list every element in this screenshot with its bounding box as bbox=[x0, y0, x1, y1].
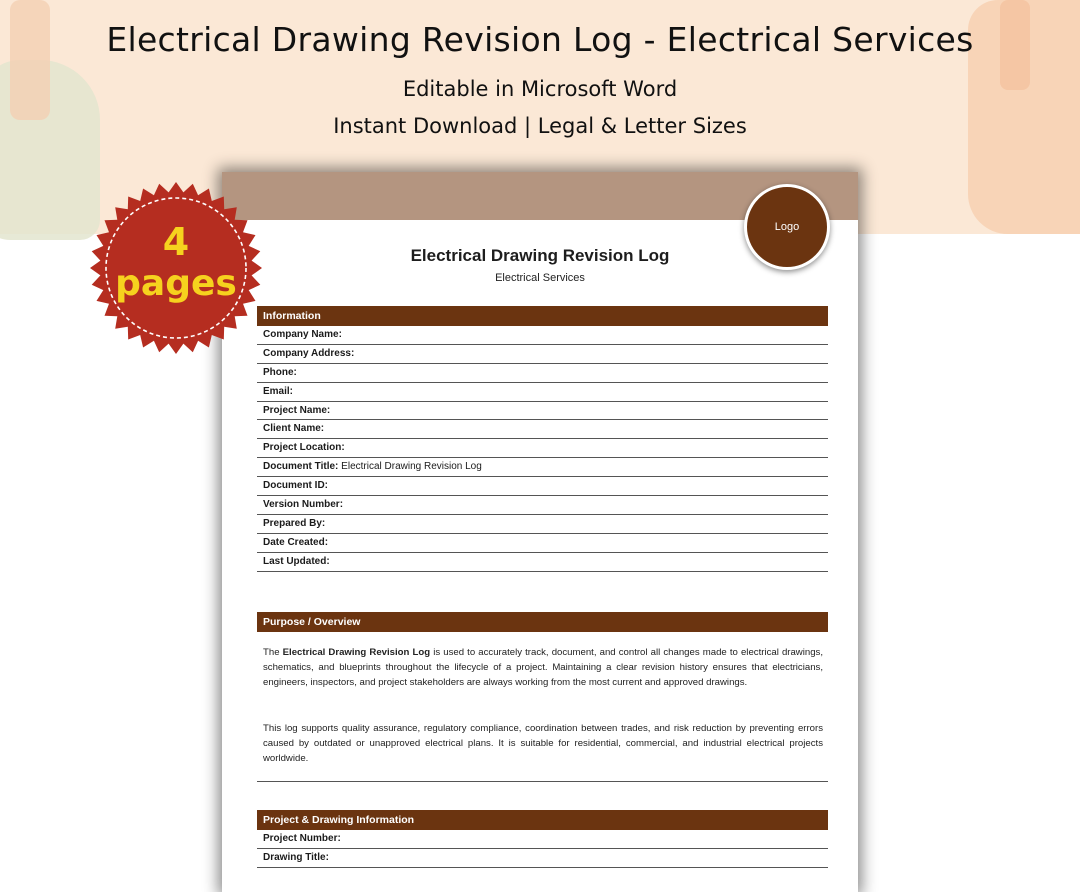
information-fields bbox=[257, 326, 828, 572]
project-fields bbox=[257, 830, 828, 868]
page-title: Electrical Drawing Revision Log - Electrical Services bbox=[106, 20, 974, 59]
badge-word: pages bbox=[115, 263, 237, 304]
badge-number: 4 bbox=[162, 220, 190, 264]
document-title: Electrical Drawing Revision Log bbox=[410, 246, 670, 265]
section-heading-project-drawing: Project & Drawing Information bbox=[257, 810, 828, 830]
field-value: Electrical Drawing Revision Log bbox=[341, 461, 482, 473]
field-company-address bbox=[257, 345, 828, 364]
field-label: Project Number: bbox=[263, 833, 341, 844]
field-label: Company Name: bbox=[263, 329, 342, 340]
paragraph-bold-text: Electrical Drawing Revision Log bbox=[282, 647, 431, 658]
field-label: Project Name: bbox=[263, 404, 331, 416]
page-subtitle: Editable in Microsoft Word bbox=[402, 77, 678, 101]
field-label: Project Location: bbox=[263, 442, 345, 454]
field-label: Phone: bbox=[263, 366, 297, 378]
field-label: Document ID: bbox=[263, 480, 328, 492]
field-client-name bbox=[257, 420, 828, 439]
paragraph-text: The bbox=[263, 647, 283, 658]
field-document-title bbox=[257, 458, 828, 477]
field-project-name bbox=[257, 402, 828, 421]
field-drawing-title bbox=[257, 849, 828, 868]
field-company-name bbox=[257, 326, 828, 345]
field-label: Drawing Title: bbox=[263, 851, 329, 863]
document-subtitle: Electrical Services bbox=[495, 272, 585, 284]
purpose-paragraph-1 bbox=[263, 645, 823, 690]
field-email bbox=[257, 383, 828, 402]
field-label: Version Number: bbox=[263, 499, 344, 511]
field-phone bbox=[257, 364, 828, 383]
field-label: Company Address: bbox=[263, 347, 355, 359]
field-label: Date Created: bbox=[263, 536, 329, 548]
paragraph-text: is used to accurately track, document, and control all changes made to electrical drawings, schematics, and blueprints throughout the lifecycle of a project. Maintaining a clear revision history ensures that electricians, engineers, inspectors, and project stakeholders are always working from the most current and approved drawings. bbox=[263, 647, 824, 688]
decorative-blob-left-accent bbox=[10, 0, 50, 120]
field-label: Last Updated: bbox=[263, 555, 330, 567]
field-project-number bbox=[257, 830, 828, 849]
field-document-id bbox=[257, 477, 828, 496]
section-divider bbox=[257, 781, 828, 782]
section-heading-information: Information bbox=[257, 306, 828, 326]
field-version-number bbox=[257, 496, 828, 515]
field-date-created bbox=[257, 534, 828, 553]
section-heading-purpose: Purpose / Overview bbox=[257, 612, 828, 632]
field-last-updated bbox=[257, 553, 828, 572]
document-preview bbox=[222, 172, 858, 892]
page-subtitle-formats: Instant Download | Legal & Letter Sizes bbox=[333, 114, 747, 138]
field-project-location bbox=[257, 439, 828, 458]
field-label: Prepared By: bbox=[263, 517, 326, 529]
purpose-paragraph-2: This log supports quality assurance, regulatory compliance, coordination between trades, and risk reduction by preventing errors caused by outdated or unapproved electrical plans. It is suitable for residential, commercial, and industrial electrical projects worldwide. bbox=[263, 723, 823, 764]
field-label: Document Title: bbox=[263, 461, 339, 473]
logo-placeholder: Logo bbox=[744, 184, 830, 270]
field-label: Email: bbox=[263, 385, 294, 397]
field-prepared-by bbox=[257, 515, 828, 534]
field-label: Client Name: bbox=[263, 423, 325, 435]
